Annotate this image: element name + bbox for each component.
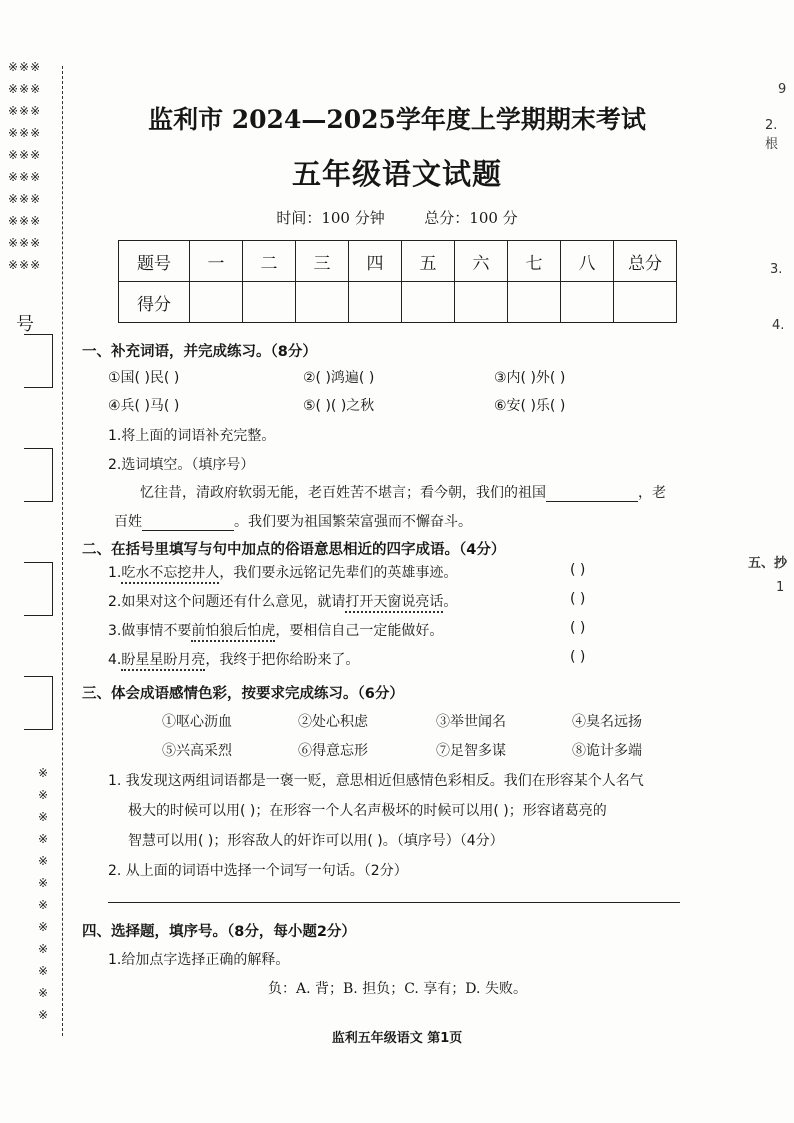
cutoff-text: 9 [778, 82, 787, 97]
section-2-title: 二、在括号里填写与句中加点的俗语意思相近的四字成语。（4分） [82, 542, 506, 558]
paragraph-text: 。我们要为祖国繁荣富强而不懈奋斗。 [234, 514, 472, 530]
word-item: ④兵( )马( ) [108, 398, 180, 414]
cutoff-text: 3. [770, 262, 783, 277]
score-input-cell[interactable] [296, 282, 349, 323]
paragraph-text: 忆往昔，清政府软弱无能，老百姓苦不堪言；看今朝，我们的祖国 [140, 485, 546, 501]
question-text [108, 591, 457, 611]
xmark-row: ※※※ [8, 214, 42, 228]
question-text: 2.选词填空。（填序号） [108, 457, 255, 473]
question-text: 极大的时候可以用( )；在形容一个人名声极坏的时候可以用( )；形容诸葛亮的 [128, 803, 607, 819]
xmark: ※ [38, 898, 50, 912]
section-4-title: 四、选择题，填序号。（8分，每小题2分） [82, 924, 356, 940]
xmark: ※ [38, 788, 50, 802]
binding-box [24, 562, 53, 616]
question-text: 1.给加点字选择正确的解释。 [108, 952, 290, 968]
score-table-score-row [119, 282, 677, 323]
score-input-cell[interactable] [561, 282, 614, 323]
label-hao: 号 [16, 314, 34, 335]
xmark: ※ [38, 920, 50, 934]
question-text [108, 620, 443, 640]
idiom-option: ②处心积虑 [298, 714, 368, 730]
cutoff-text: 五、抄 [748, 556, 788, 571]
idiom-option: ⑤兴高采烈 [162, 743, 232, 759]
exam-meta [0, 207, 794, 228]
score-cell: 四 [349, 241, 402, 282]
xmark-row: ※※※ [8, 192, 42, 206]
dotted-phrase: 前怕狼后怕虎 [191, 623, 275, 642]
idiom-option: ⑦足智多谋 [436, 743, 506, 759]
question-text: 2. 从上面的词语中选择一个词写一句话。（2分） [108, 863, 408, 879]
score-input-cell[interactable] [190, 282, 243, 323]
word-item: ③内( )外( ) [494, 370, 566, 386]
q-text: 3.做事情不要 [108, 623, 192, 639]
idiom-option: ⑥得意忘形 [298, 743, 368, 759]
q-rest: ，我终于把你给盼来了。 [205, 652, 360, 668]
xmark-row: ※※※ [8, 104, 42, 118]
dotted-phrase: 盼星星盼月亮 [121, 652, 205, 671]
question-text: 1. 我发现这两组词语都是一褒一贬，意思相近但感情色彩相反。我们在形容某个人名气 [108, 773, 644, 789]
score-input-cell[interactable] [402, 282, 455, 323]
section-1-title: 一、补充词语，并完成练习。（8分） [82, 344, 317, 360]
xmark: ※ [38, 964, 50, 978]
idiom-option: ③举世闻名 [436, 714, 506, 730]
answer-parentheses[interactable]: ( ) [570, 562, 586, 578]
q-num: 4. [108, 652, 122, 668]
score-label: 总分：100 分 [424, 209, 518, 227]
q-rest: ，要相信自己一定能做好。 [275, 623, 444, 639]
paragraph-text: ，老 [638, 485, 666, 501]
answer-blank[interactable] [546, 501, 638, 502]
score-table-header-row [119, 241, 677, 282]
answer-parentheses[interactable]: ( ) [570, 649, 586, 665]
fill-paragraph-line1 [140, 482, 666, 502]
question-text [108, 562, 457, 582]
score-cell: 一 [190, 241, 243, 282]
score-cell: 八 [561, 241, 614, 282]
paragraph-text: 百姓 [114, 514, 142, 530]
score-input-cell[interactable] [349, 282, 402, 323]
cutoff-text: 1 [776, 580, 785, 595]
cutoff-text: 2. 根 [765, 118, 779, 152]
xmark-row: ※※※ [8, 126, 42, 140]
idiom-option: ⑧诡计多端 [572, 743, 642, 759]
options-text: 负：A. 背；B. 担负；C. 享有；D. 失败。 [268, 981, 527, 997]
writing-line[interactable] [108, 902, 680, 903]
xmark: ※ [38, 766, 50, 780]
q-text: 2.如果对这个问题还有什么意见，就请 [108, 594, 346, 610]
exam-title: 监利市 2024—2025学年度上学期期末考试 [148, 105, 646, 134]
score-cell: 二 [243, 241, 296, 282]
xmark-row: ※※※ [8, 236, 42, 250]
binding-box [24, 448, 53, 502]
score-input-cell[interactable] [243, 282, 296, 323]
answer-parentheses[interactable]: ( ) [570, 591, 586, 607]
xmark: ※ [38, 832, 50, 846]
xmark-row: ※※※ [8, 82, 42, 96]
score-cell: 六 [455, 241, 508, 282]
page-footer: 监利五年级语文 第1页 [331, 1031, 463, 1046]
exam-subtitle: 五年级语文试题 [291, 157, 502, 191]
score-input-cell[interactable] [455, 282, 508, 323]
xmark: ※ [38, 942, 50, 956]
binding-box [24, 334, 53, 388]
word-item: ②( )鸿遍( ) [303, 370, 375, 386]
xmark-row: ※※※ [8, 148, 42, 162]
word-item: ⑥安( )乐( ) [494, 398, 566, 414]
section-3-title: 三、体会成语感情色彩，按要求完成练习。（6分） [82, 686, 404, 702]
q-rest: 。 [443, 594, 458, 610]
time-label: 时间：100 分钟 [276, 209, 385, 227]
xmark: ※ [38, 1008, 50, 1022]
xmark: ※ [38, 986, 50, 1000]
question-text: 智慧可以用( )；形容敌人的奸诈可以用( )。（填序号）（4分） [128, 833, 504, 849]
cutoff-text: 4. [772, 318, 785, 333]
score-cell: 七 [508, 241, 561, 282]
idiom-option: ①呕心沥血 [162, 714, 232, 730]
word-item: ⑤( )( )之秋 [303, 398, 375, 414]
xmark-row: ※※※ [8, 60, 42, 74]
answer-parentheses[interactable]: ( ) [570, 620, 586, 636]
score-cell: 三 [296, 241, 349, 282]
score-cell: 题号 [119, 241, 190, 282]
q-num: 1. [108, 565, 122, 581]
xmark-row: ※※※ [8, 170, 42, 184]
question-text [108, 649, 359, 669]
binding-box [24, 676, 53, 730]
idiom-option: ④臭名远扬 [572, 714, 642, 730]
xmark: ※ [38, 854, 50, 868]
score-row-label: 得分 [119, 282, 190, 323]
word-item: ①国( )民( ) [108, 370, 180, 386]
dotted-phrase: 吃水不忘挖井人 [121, 565, 219, 584]
score-input-cell[interactable] [508, 282, 561, 323]
xmark-row: ※※※ [8, 258, 42, 272]
score-cell: 五 [402, 241, 455, 282]
question-text: 1.将上面的词语补充完整。 [108, 428, 276, 444]
dotted-phrase: 打开天窗说亮话 [345, 594, 443, 613]
score-table [118, 240, 677, 323]
score-cell: 总分 [614, 241, 677, 282]
q-rest: ，我们要永远铭记先辈们的英雄事迹。 [219, 565, 458, 581]
answer-blank[interactable] [142, 530, 234, 531]
xmark: ※ [38, 876, 50, 890]
xmark: ※ [38, 810, 50, 824]
score-input-cell[interactable] [614, 282, 677, 323]
fill-paragraph-line2 [114, 511, 472, 531]
